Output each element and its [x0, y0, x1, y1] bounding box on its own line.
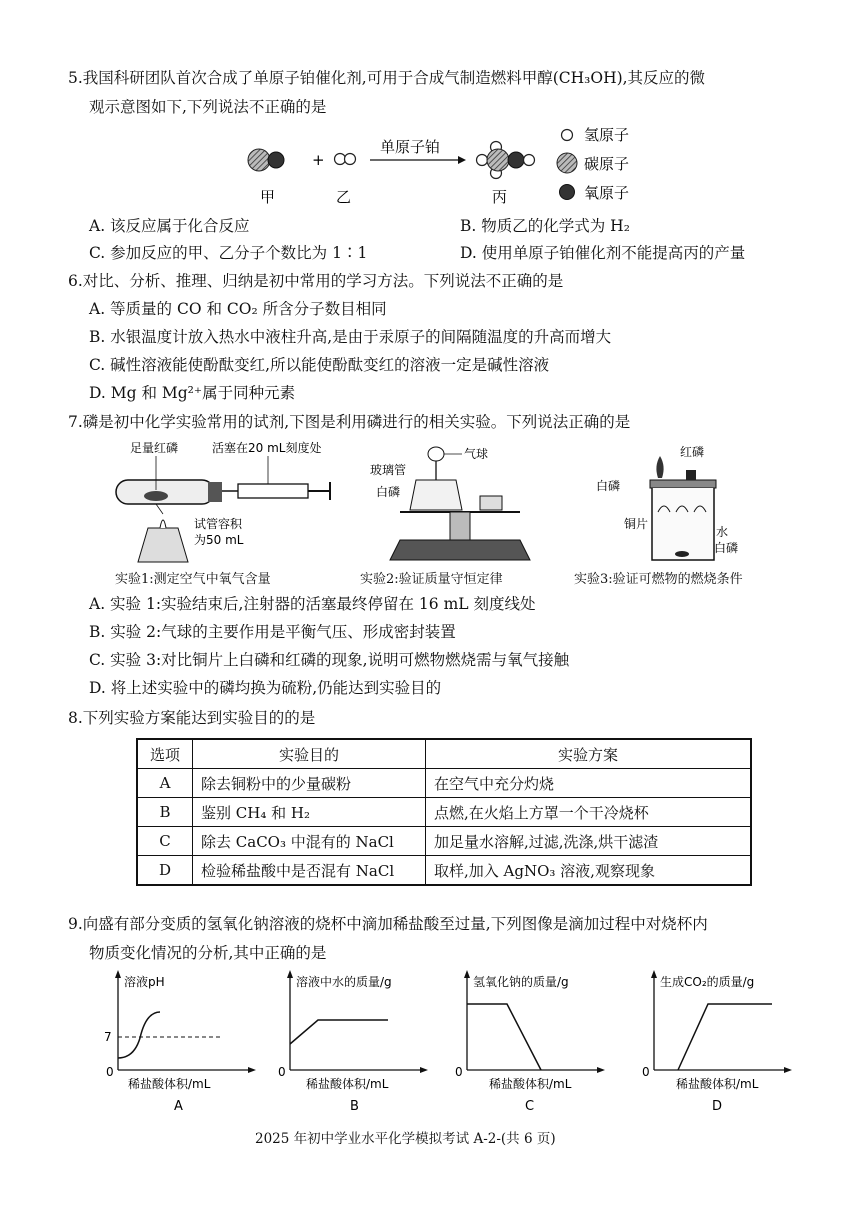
page-footer: 2025 年初中学业水平化学模拟考试 A-2-(共 6 页) [255, 1131, 556, 1147]
hydrogen-atom-icon [562, 130, 573, 141]
balance-base-icon [390, 540, 530, 560]
q7-option-a: A. 实验 1:实验结束后,注射器的活塞最终停留在 16 mL 刻度线处 [89, 595, 536, 613]
graph-c-ylabel: 氢氧化钠的质量/g [473, 975, 569, 989]
beaker-icon [652, 488, 714, 560]
graph-c-xlabel: 稀盐酸体积/mL [489, 1077, 572, 1091]
flame-icon [160, 520, 166, 528]
exp2-label-balloon: 气球 [464, 447, 489, 461]
graph-b [278, 968, 438, 1116]
row-option: C [137, 827, 193, 856]
graph-a-ylabel: 溶液pH [124, 975, 165, 989]
q6-option-b: B. 水银温度计放入热水中液柱升高,是由于汞原子的间隔随温度的升高而增大 [89, 328, 612, 346]
q5-stem-line2: 观示意图如下,下列说法不正确的是 [89, 98, 327, 116]
arrow-head-icon [458, 156, 466, 164]
table-row [137, 856, 751, 886]
q9-stem-line1: 9.向盛有部分变质的氢氧化钠溶液的烧杯中滴加稀盐酸至过量,下列图像是滴加过程中对烧杯内 [68, 915, 708, 933]
q6-option-d: D. Mg 和 Mg²⁺属于同种元素 [89, 384, 296, 402]
graph-a-curve [118, 1012, 160, 1058]
molecule-jia-icon [248, 149, 284, 171]
q5-option-a: A. 该反应属于化合反应 [89, 217, 250, 235]
experiment-2-apparatus [370, 440, 540, 572]
table-row [137, 798, 751, 827]
exp3-label-water: 水 [716, 525, 729, 539]
q7-stem: 7.磷是初中化学实验常用的试剂,下图是利用磷进行的相关实验。下列说法正确的是 [68, 413, 631, 431]
flame-icon [656, 456, 663, 478]
exp1-label-volume-2: 为50 mL [194, 533, 244, 547]
label-jia: 甲 [260, 188, 276, 206]
row-plan: 取样,加入 AgNO₃ 溶液,观察现象 [426, 856, 752, 886]
graph-b-ylabel: 溶液中水的质量/g [296, 975, 392, 989]
header-plan: 实验方案 [426, 739, 752, 769]
graph-c-origin: 0 [455, 1065, 463, 1079]
exp1-label-red-phosphorus: 足量红磷 [130, 441, 179, 455]
graph-a-letter: A [174, 1099, 183, 1114]
row-plan: 加足量水溶解,过滤,洗涤,烘干滤渣 [426, 827, 752, 856]
row-purpose: 除去 CaCO₃ 中混有的 NaCl [193, 827, 426, 856]
row-option: A [137, 769, 193, 798]
table-header-row [137, 739, 751, 769]
graph-b-letter: B [350, 1099, 359, 1114]
syringe-icon [238, 484, 308, 498]
weights-icon [480, 496, 502, 510]
exp1-label-volume: 试管容积 [194, 517, 243, 531]
graph-a-xlabel: 稀盐酸体积/mL [128, 1077, 211, 1091]
graph-d-line [678, 1004, 772, 1070]
underwater-phosphorus-icon [675, 551, 689, 557]
graph-b-line [290, 1020, 388, 1044]
row-purpose: 检验稀盐酸中是否混有 NaCl [193, 856, 426, 886]
table-row [137, 769, 751, 798]
graph-a [100, 968, 260, 1116]
carbon-atom-icon [557, 153, 577, 173]
graph-d-letter: D [712, 1099, 723, 1114]
q9-stem-line2: 物质变化情况的分析,其中正确的是 [89, 944, 327, 962]
graph-d-xlabel: 稀盐酸体积/mL [676, 1077, 759, 1091]
exp3-caption: 实验3:验证可燃物的燃烧条件 [574, 572, 743, 587]
balloon-icon [428, 447, 444, 461]
legend-carbon: 碳原子 [584, 155, 630, 173]
row-purpose: 鉴别 CH₄ 和 H₂ [193, 798, 426, 827]
plus-sign: + [312, 151, 325, 169]
graph-d [640, 968, 800, 1116]
exp3-label-copper: 铜片 [624, 517, 649, 531]
q5-option-d: D. 使用单原子铂催化剂不能提高丙的产量 [460, 244, 746, 262]
red-phosphorus-icon [686, 470, 696, 480]
experiment-3-apparatus [596, 440, 756, 572]
legend-hydrogen: 氢原子 [584, 126, 630, 144]
row-purpose: 除去铜粉中的少量碳粉 [193, 769, 426, 798]
q5-reaction-diagram [240, 118, 680, 210]
legend-oxygen: 氧原子 [584, 184, 630, 202]
header-option: 选项 [137, 739, 193, 769]
exp1-caption: 实验1:测定空气中氧气含量 [115, 572, 271, 587]
q7-option-d: D. 将上述实验中的磷均换为硫粉,仍能达到实验目的 [89, 679, 442, 697]
q7-option-c: C. 实验 3:对比铜片上白磷和红磷的现象,说明可燃物燃烧需与氧气接触 [89, 651, 570, 669]
exp1-label-piston: 活塞在20 mL刻度处 [212, 441, 322, 455]
row-plan: 在空气中充分灼烧 [426, 769, 752, 798]
graph-c [455, 968, 615, 1116]
stopper-icon [208, 482, 222, 502]
graph-d-origin: 0 [642, 1065, 650, 1079]
exp2-caption: 实验2:验证质量守恒定律 [360, 572, 503, 587]
copper-plate-icon [650, 480, 716, 488]
row-option: B [137, 798, 193, 827]
experiment-1-apparatus [108, 440, 348, 572]
q5-stem-line1: 5.我国科研团队首次合成了单原子铂催化剂,可用于合成气制造燃料甲醇(CH₃OH),其反应的微 [68, 69, 706, 87]
q6-option-a: A. 等质量的 CO 和 CO₂ 所含分子数目相同 [89, 300, 387, 318]
q8-table [136, 738, 752, 886]
label-yi: 乙 [336, 188, 352, 206]
catalyst-label: 单原子铂 [380, 138, 441, 156]
q5-option-c: C. 参加反应的甲、乙分子个数比为 1∶1 [89, 244, 368, 262]
q7-option-b: B. 实验 2:气球的主要作用是平衡气压、形成密封装置 [89, 623, 456, 641]
graph-c-line [467, 1004, 541, 1070]
table-row [137, 827, 751, 856]
molecule-yi-icon [335, 154, 356, 165]
q8-stem: 8.下列实验方案能达到实验目的的是 [68, 709, 316, 727]
exp2-label-glass-tube: 玻璃管 [370, 463, 407, 477]
graph-a-tick-7: 7 [104, 1030, 112, 1044]
q5-option-b: B. 物质乙的化学式为 H₂ [460, 217, 630, 235]
graph-b-xlabel: 稀盐酸体积/mL [306, 1077, 389, 1091]
alcohol-lamp-icon [138, 528, 188, 562]
row-option: D [137, 856, 193, 886]
header-purpose: 实验目的 [193, 739, 426, 769]
q6-option-c: C. 碱性溶液能使酚酞变红,所以能使酚酞变红的溶液一定是碱性溶液 [89, 356, 550, 374]
test-tube-icon [116, 480, 214, 504]
exp3-label-white-phosphorus-top: 白磷 [596, 479, 621, 493]
phosphorus-icon [144, 491, 168, 501]
graph-d-ylabel: 生成CO₂的质量/g [660, 975, 755, 989]
oxygen-atom-icon [560, 185, 575, 200]
graph-b-origin: 0 [278, 1065, 286, 1079]
label-bing: 丙 [492, 188, 508, 206]
molecule-bing-icon [477, 142, 535, 179]
exp3-label-white-phosphorus-bottom: 白磷 [714, 541, 739, 555]
row-plan: 点燃,在火焰上方罩一个干冷烧杯 [426, 798, 752, 827]
exp2-label-white-phosphorus: 白磷 [376, 485, 401, 499]
graph-c-letter: C [525, 1099, 535, 1114]
exp3-label-red-phosphorus: 红磷 [680, 445, 705, 459]
q6-stem: 6.对比、分析、推理、归纳是初中常用的学习方法。下列说法不正确的是 [68, 272, 564, 290]
graph-a-origin: 0 [106, 1065, 114, 1079]
flask-icon [410, 480, 462, 510]
